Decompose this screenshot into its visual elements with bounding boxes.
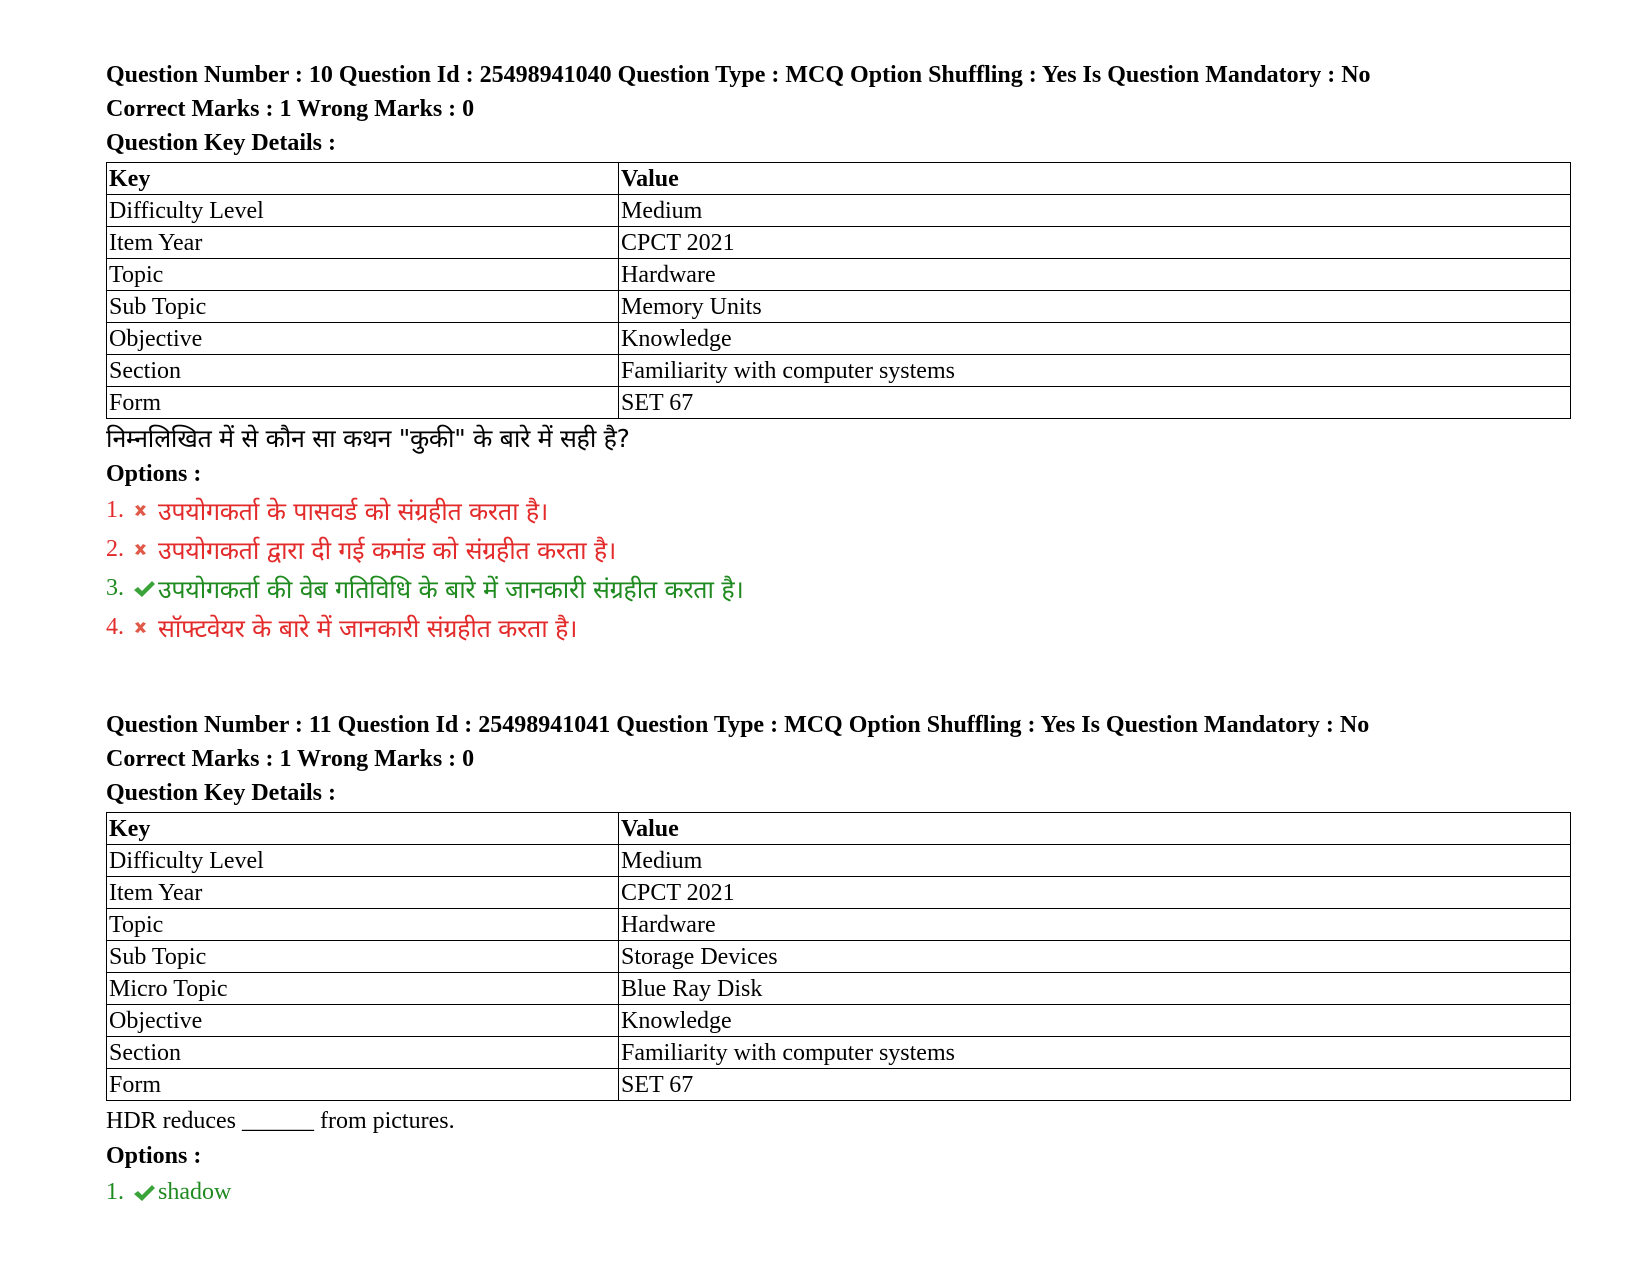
question-text: HDR reduces ______ from pictures. bbox=[106, 1108, 455, 1134]
check-icon bbox=[132, 1183, 158, 1203]
row-key: Sub Topic bbox=[107, 941, 619, 973]
row-value: Medium bbox=[619, 845, 1571, 877]
table-row bbox=[107, 877, 1571, 909]
question-block-10 bbox=[106, 58, 1576, 647]
table-row bbox=[107, 941, 1571, 973]
table-row bbox=[107, 227, 1571, 259]
column-header-key: Key bbox=[107, 163, 619, 195]
row-key: Item Year bbox=[107, 227, 619, 259]
row-key: Item Year bbox=[107, 877, 619, 909]
table-row bbox=[107, 845, 1571, 877]
row-key: Section bbox=[107, 1037, 619, 1069]
row-key: Sub Topic bbox=[107, 291, 619, 323]
table-row bbox=[107, 355, 1571, 387]
row-key: Micro Topic bbox=[107, 973, 619, 1005]
option-2 bbox=[106, 530, 1576, 569]
row-value: Hardware bbox=[619, 909, 1571, 941]
row-value: Familiarity with computer systems bbox=[619, 355, 1571, 387]
option-1 bbox=[106, 491, 1576, 530]
row-value: Familiarity with computer systems bbox=[619, 1037, 1571, 1069]
marks-line: Correct Marks : 1 Wrong Marks : 0 bbox=[106, 96, 475, 122]
options-label: Options : bbox=[106, 461, 202, 487]
option-number: 1. bbox=[106, 497, 124, 523]
table-row bbox=[107, 259, 1571, 291]
cross-icon bbox=[132, 619, 158, 636]
table-header-row bbox=[107, 163, 1571, 195]
option-3 bbox=[106, 569, 1576, 608]
cross-icon bbox=[132, 541, 158, 558]
table-row bbox=[107, 387, 1571, 419]
row-value: SET 67 bbox=[619, 387, 1571, 419]
option-number: 1. bbox=[106, 1179, 124, 1205]
table-header-row bbox=[107, 813, 1571, 845]
row-value: Hardware bbox=[619, 259, 1571, 291]
row-value: SET 67 bbox=[619, 1069, 1571, 1101]
table-row bbox=[107, 1005, 1571, 1037]
marks-line: Correct Marks : 1 Wrong Marks : 0 bbox=[106, 746, 475, 772]
row-key: Section bbox=[107, 355, 619, 387]
check-icon bbox=[132, 579, 158, 599]
key-details-table bbox=[106, 812, 1571, 1101]
column-header-value: Value bbox=[619, 813, 1571, 845]
options-label: Options : bbox=[106, 1143, 202, 1169]
option-text: उपयोगकर्ता की वेब गतिविधि के बारे में जानकारी संग्रहीत करता है। bbox=[158, 574, 744, 604]
option-text: shadow bbox=[158, 1179, 232, 1205]
option-text: उपयोगकर्ता द्वारा दी गई कमांड को संग्रहीत करता है। bbox=[158, 535, 617, 565]
key-details-table bbox=[106, 162, 1571, 419]
row-value: CPCT 2021 bbox=[619, 227, 1571, 259]
row-value: CPCT 2021 bbox=[619, 877, 1571, 909]
option-text: उपयोगकर्ता के पासवर्ड को संग्रहीत करता है। bbox=[158, 496, 549, 526]
table-row bbox=[107, 1069, 1571, 1101]
option-text: सॉफ्टवेयर के बारे में जानकारी संग्रहीत करता है। bbox=[158, 613, 578, 643]
question-header: Question Number : 11 Question Id : 25498941041 Question Type : MCQ Option Shuffling : Yes Is Question Mandatory : No bbox=[106, 712, 1370, 738]
option-number: 3. bbox=[106, 575, 124, 601]
row-value: Knowledge bbox=[619, 1005, 1571, 1037]
column-header-value: Value bbox=[619, 163, 1571, 195]
cross-icon bbox=[132, 502, 158, 519]
key-details-label: Question Key Details : bbox=[106, 780, 336, 806]
table-row bbox=[107, 973, 1571, 1005]
row-key: Objective bbox=[107, 323, 619, 355]
row-value: Storage Devices bbox=[619, 941, 1571, 973]
row-key: Form bbox=[107, 1069, 619, 1101]
option-4 bbox=[106, 608, 1576, 647]
row-key: Difficulty Level bbox=[107, 845, 619, 877]
option-number: 2. bbox=[106, 536, 124, 562]
column-header-key: Key bbox=[107, 813, 619, 845]
row-value: Memory Units bbox=[619, 291, 1571, 323]
row-value: Knowledge bbox=[619, 323, 1571, 355]
row-key: Objective bbox=[107, 1005, 619, 1037]
question-text: निम्नलिखित में से कौन सा कथन "कुकी" के बारे में सही है? bbox=[106, 424, 630, 453]
row-key: Form bbox=[107, 387, 619, 419]
row-key: Topic bbox=[107, 909, 619, 941]
table-row bbox=[107, 195, 1571, 227]
row-key: Topic bbox=[107, 259, 619, 291]
table-row bbox=[107, 909, 1571, 941]
option-number: 4. bbox=[106, 614, 124, 640]
row-key: Difficulty Level bbox=[107, 195, 619, 227]
question-header: Question Number : 10 Question Id : 25498941040 Question Type : MCQ Option Shuffling : Yes Is Question Mandatory : No bbox=[106, 62, 1371, 88]
table-row bbox=[107, 291, 1571, 323]
table-row bbox=[107, 323, 1571, 355]
row-value: Blue Ray Disk bbox=[619, 973, 1571, 1005]
question-block-11 bbox=[106, 708, 1576, 1212]
option-1 bbox=[106, 1173, 1576, 1212]
key-details-label: Question Key Details : bbox=[106, 130, 336, 156]
table-row bbox=[107, 1037, 1571, 1069]
row-value: Medium bbox=[619, 195, 1571, 227]
